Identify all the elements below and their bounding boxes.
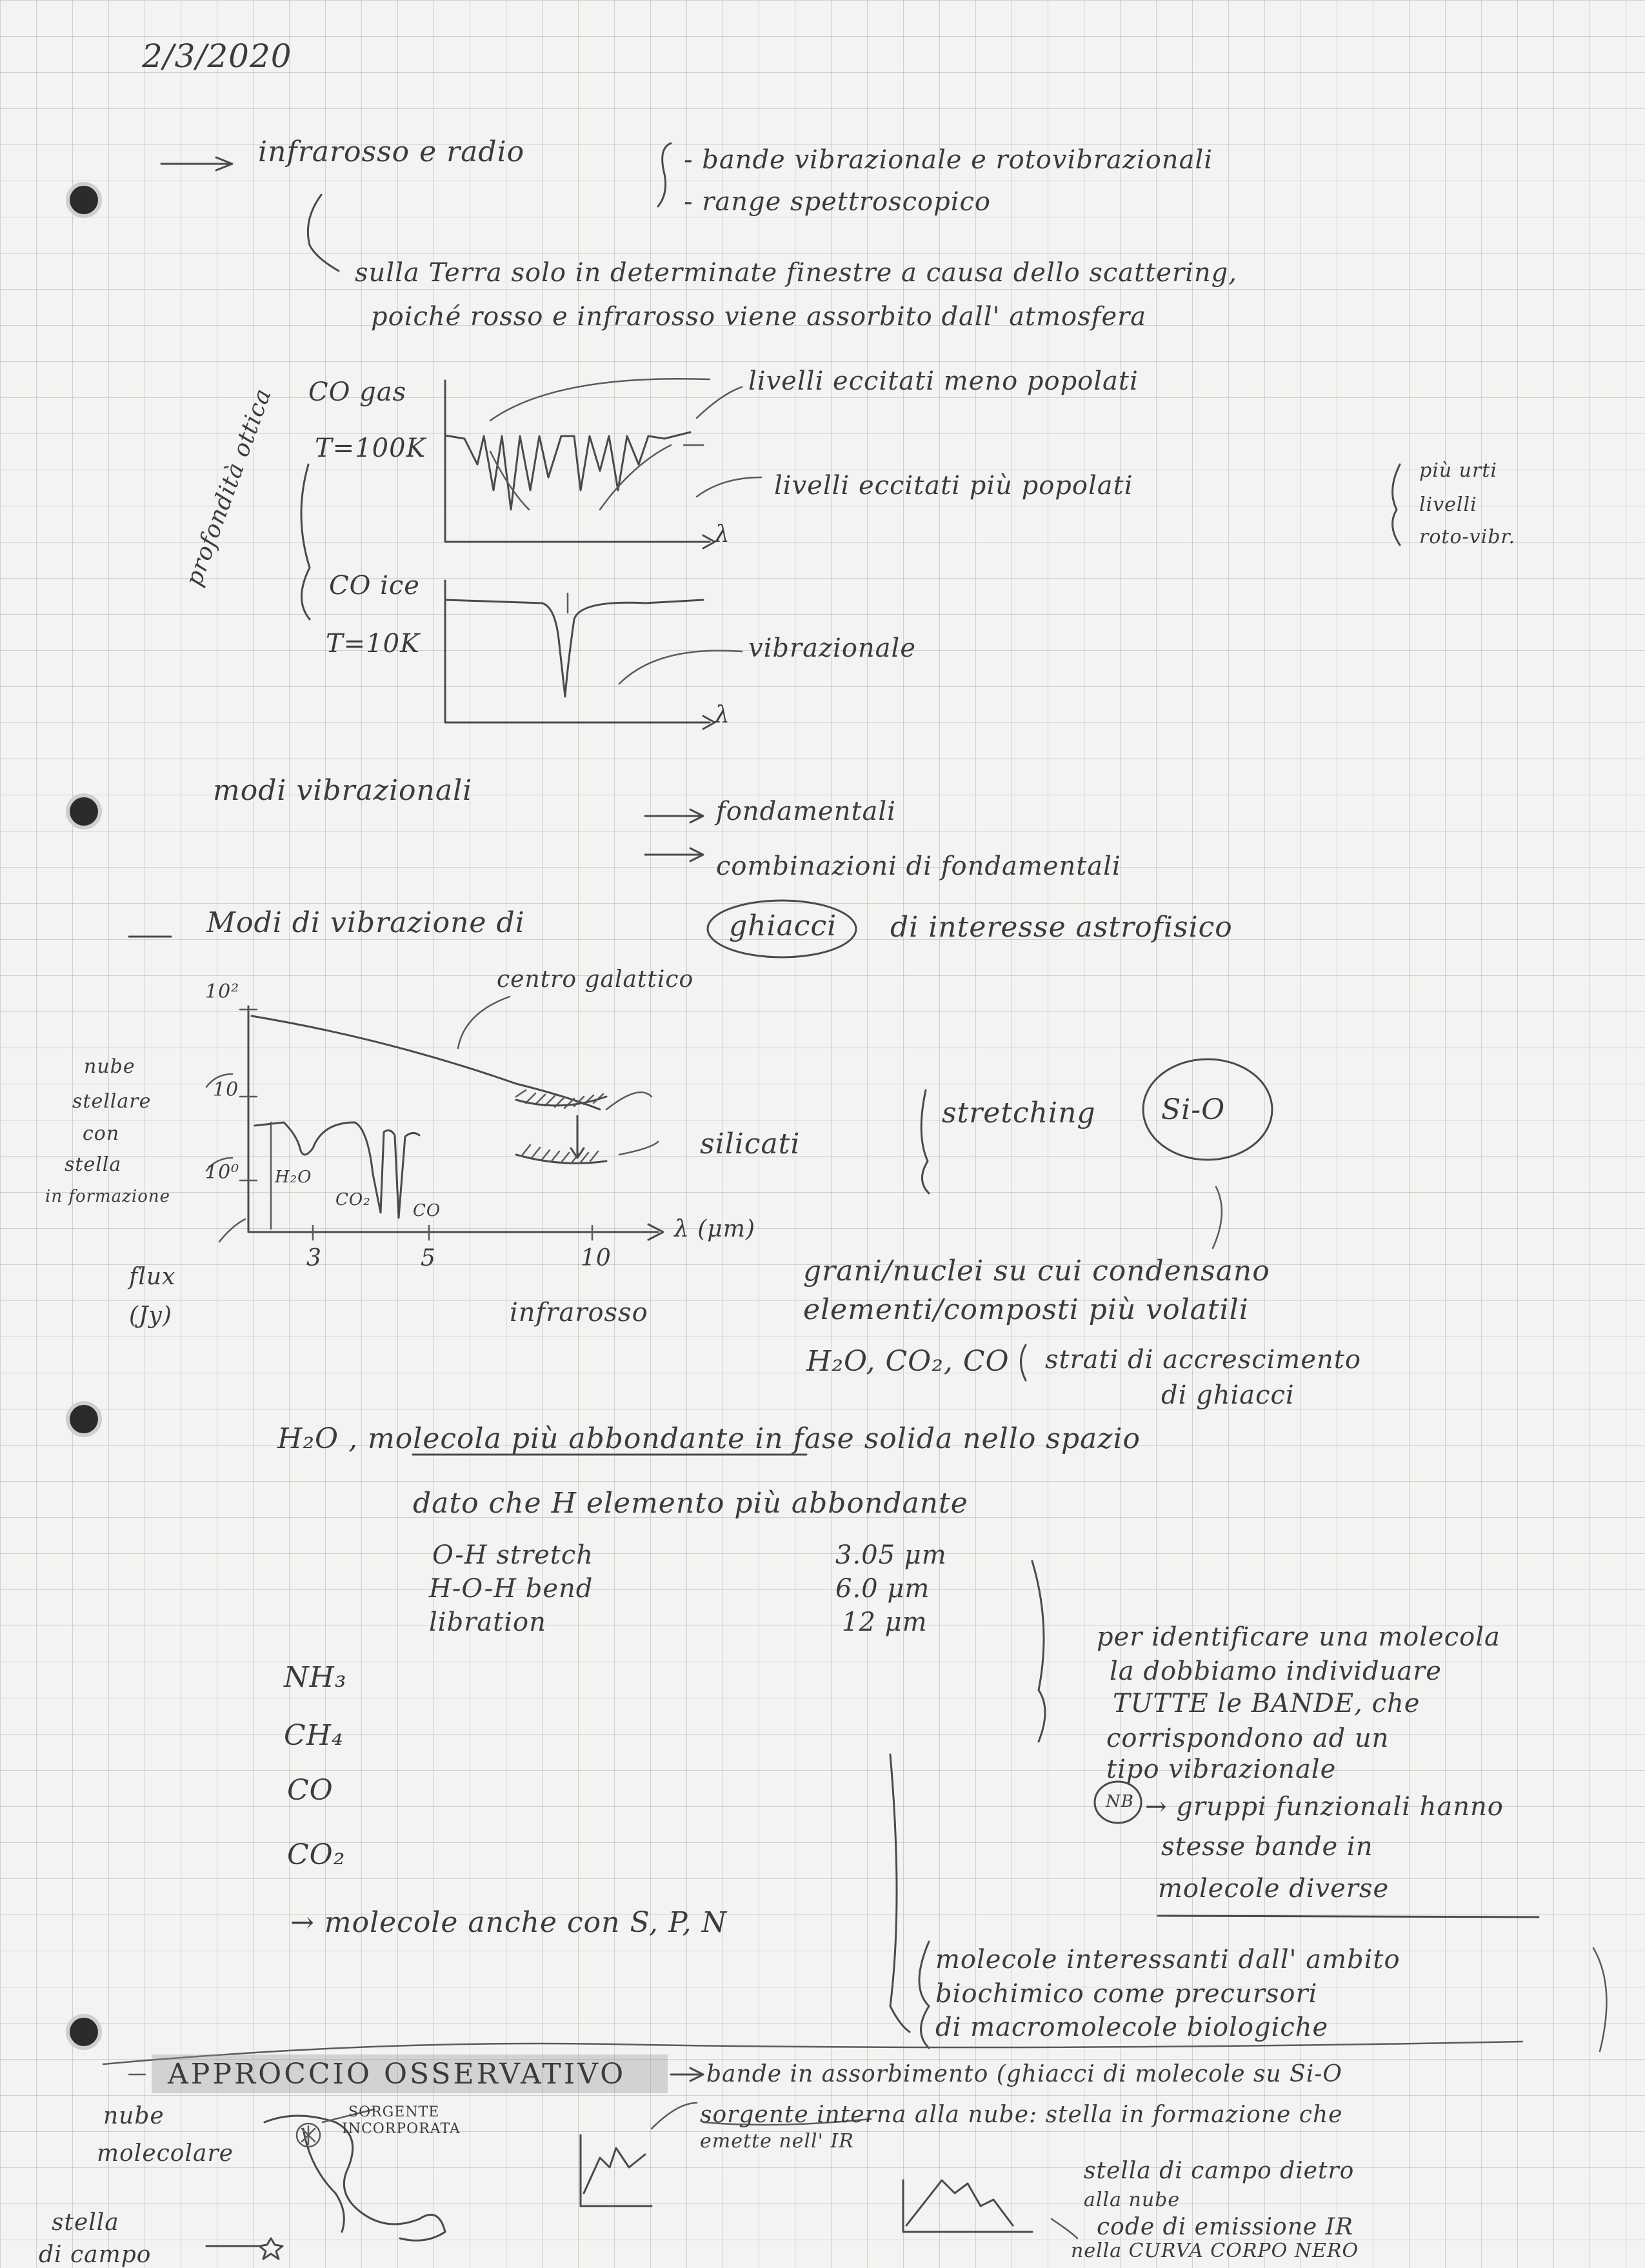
fig1-axis-x-top: λ bbox=[715, 521, 730, 548]
nb-label: NB bbox=[1106, 1792, 1134, 1811]
note-right-2: la dobbiamo individuare bbox=[1110, 1656, 1442, 1686]
date: 2/3/2020 bbox=[142, 37, 292, 75]
ice-heading-pre: Modi di vibrazione di bbox=[206, 906, 525, 939]
molecule-nh3: NH₃ bbox=[284, 1661, 347, 1694]
fig1-top-label-2: T=100K bbox=[315, 433, 426, 463]
fig2-xlabel-under: infrarosso bbox=[510, 1298, 648, 1328]
obs-line-2b: emette nell' IR bbox=[700, 2130, 854, 2153]
field-star-label-2: di campo bbox=[39, 2242, 152, 2268]
fig2-silicates-label: silicati bbox=[700, 1128, 801, 1160]
grains-line-4: strati di accrescimento bbox=[1045, 1345, 1361, 1375]
mode-row-3-label: libration bbox=[429, 1607, 546, 1637]
section-heading-approccio: APPROCCIO OSSERVATIVO bbox=[168, 2058, 626, 2091]
molecules-more: → molecole anche con S, P, N bbox=[290, 1906, 728, 1939]
fig2-xtick-5: 5 bbox=[421, 1245, 436, 1271]
fig2-flux-label: flux (Jy) bbox=[129, 1264, 176, 1329]
fig1-side-note-2: livelli bbox=[1419, 493, 1477, 516]
modes-label: modi vibrazionali bbox=[213, 774, 473, 807]
fig1-ylabel: profondità ottica bbox=[181, 384, 277, 590]
note-right-3: TUTTE le BANDE, che bbox=[1113, 1689, 1421, 1718]
fig2-ylabel-4: stella bbox=[65, 1153, 122, 1176]
nb-line-1: → gruppi funzionali hanno bbox=[1145, 1792, 1504, 1822]
bracket-item-bande: - bande vibrazionale e rotovibrazionali bbox=[684, 145, 1213, 175]
mode-row-1-label: O-H stretch bbox=[432, 1540, 594, 1570]
obs-line-5: nella CURVA CORPO NERO bbox=[1071, 2240, 1359, 2262]
interesting-line-1: molecole interessanti dall' ambito bbox=[935, 1945, 1401, 1975]
nb-line-2: stesse bande in bbox=[1161, 1832, 1373, 1862]
ice-heading-post: di interesse astrofisico bbox=[890, 911, 1233, 944]
source-label-1: SORGENTE bbox=[348, 2104, 440, 2120]
mode-row-2-value: 6.0 μm bbox=[835, 1574, 930, 1604]
nb-line-3: molecole diverse bbox=[1158, 1874, 1390, 1904]
fig1-axis-x-bot: λ bbox=[715, 702, 730, 728]
fig1-annotation-meno-popolati: livelli eccitati meno popolati bbox=[748, 366, 1139, 396]
fig1-side-note-1: più urti bbox=[1419, 459, 1497, 482]
stretching-label: stretching bbox=[942, 1097, 1096, 1129]
fig2-ylabel-2: stellare bbox=[72, 1090, 152, 1113]
fig1-annotation-vibrazionale: vibrazionale bbox=[748, 633, 916, 663]
obs-line-2: sorgente interna alla nube: stella in formazione che bbox=[700, 2102, 1343, 2128]
grains-line-5: di ghiacci bbox=[1161, 1380, 1295, 1410]
fig2-ytick-1: 10² bbox=[205, 980, 240, 1003]
fig2-ytick-3: 10⁰ bbox=[205, 1161, 240, 1184]
fig2-ylabel-3: con bbox=[83, 1122, 120, 1145]
cloud-label-2: molecolare bbox=[97, 2140, 234, 2167]
obs-line-1: bande in assorbimento (ghiacci di molecole su Si-O bbox=[706, 2061, 1342, 2087]
interesting-line-3: di macromolecole biologiche bbox=[935, 2013, 1329, 2042]
h2o-statement: H₂O , molecola più abbondante in fase solida nello spazio bbox=[277, 1422, 1141, 1455]
h2o-statement-2: dato che H elemento più abbondante bbox=[413, 1487, 968, 1520]
ice-heading-circled: ghiacci bbox=[729, 910, 837, 942]
mode-row-2-label: H-O-H bend bbox=[429, 1574, 593, 1604]
bracket-item-range: - range spettroscopico bbox=[684, 187, 992, 217]
fig2-band-co2: CO₂ bbox=[335, 1190, 371, 1209]
cloud-label-1: nube bbox=[103, 2103, 164, 2129]
fig1-annotation-piu-popolati: livelli eccitati più popolati bbox=[774, 471, 1133, 501]
fig2-xtick-3: 3 bbox=[306, 1245, 322, 1271]
obs-line-4: code di emissione IR bbox=[1097, 2214, 1353, 2240]
fig1-top-label-1: CO gas bbox=[308, 377, 407, 407]
fig2-xtick-10: 10 bbox=[581, 1245, 612, 1271]
fig2-ylabel-5: in formazione bbox=[45, 1187, 170, 1206]
obs-line-3b: alla nube bbox=[1084, 2189, 1181, 2211]
molecule-co: CO bbox=[287, 1774, 334, 1807]
modes-arrow-2-text: combinazioni di fondamentali bbox=[716, 851, 1121, 881]
source-label-2: INCORPORATA bbox=[342, 2121, 461, 2137]
mode-row-1-value: 3.05 μm bbox=[835, 1540, 947, 1570]
molecule-ch4: CH₄ bbox=[284, 1719, 344, 1752]
note-right-1: per identificare una molecola bbox=[1097, 1622, 1500, 1652]
fig2-xlabel: λ (μm) bbox=[674, 1216, 755, 1242]
mode-row-3-value: 12 μm bbox=[842, 1607, 928, 1637]
note-terra-2: poiché rosso e infrarosso viene assorbito dall' atmosfera bbox=[371, 302, 1147, 332]
fig1-side-note-3: roto-vibr. bbox=[1419, 526, 1515, 548]
section-heading-infrarosso-radio: infrarosso e radio bbox=[258, 135, 525, 168]
grains-line-3: H₂O, CO₂, CO bbox=[806, 1345, 1010, 1378]
interesting-line-2: biochimico come precursori bbox=[935, 1979, 1318, 2009]
fig1-bot-label-1: CO ice bbox=[329, 571, 420, 601]
fig2-ylabel-1: nube bbox=[84, 1055, 135, 1078]
molecule-co2: CO₂ bbox=[287, 1838, 346, 1871]
field-star-label-1: stella bbox=[52, 2209, 119, 2236]
fig2-ytick-2: 10 bbox=[213, 1079, 239, 1101]
fig2-band-co: CO bbox=[413, 1201, 441, 1220]
modes-arrow-1-text: fondamentali bbox=[716, 797, 896, 826]
fig2-band-h2o: H₂O bbox=[275, 1168, 312, 1187]
note-right-4: corrispondono ad un bbox=[1106, 1724, 1390, 1753]
stretching-circled: Si-O bbox=[1161, 1093, 1226, 1126]
fig1-bot-label-2: T=10K bbox=[326, 629, 420, 659]
note-terra-1: sulla Terra solo in determinate finestre a causa dello scattering, bbox=[355, 258, 1237, 288]
fig2-curve-label: centro galattico bbox=[497, 966, 694, 993]
grains-line-1: grani/nuclei su cui condensano bbox=[803, 1255, 1270, 1288]
note-right-5: tipo vibrazionale bbox=[1106, 1755, 1337, 1784]
grains-line-2: elementi/composti più volatili bbox=[803, 1293, 1249, 1326]
obs-line-3: stella di campo dietro bbox=[1084, 2158, 1355, 2184]
